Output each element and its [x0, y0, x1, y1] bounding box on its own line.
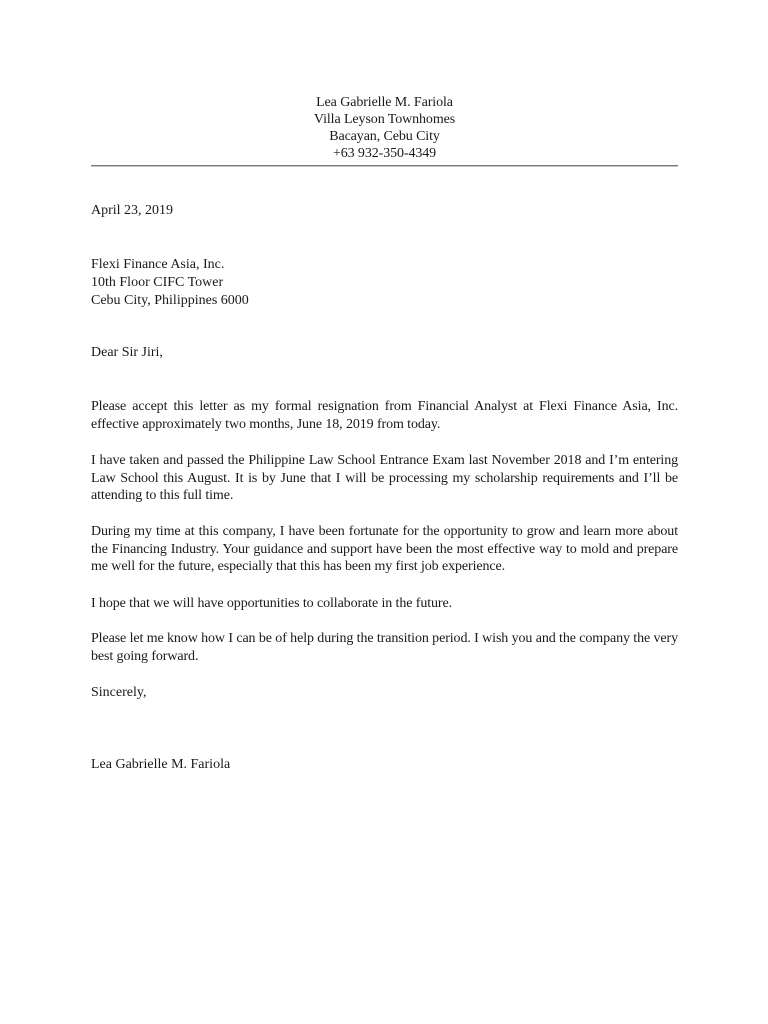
sender-phone: +63 932-350-4349	[332, 146, 437, 161]
recipient-address-line2: Cebu City, Philippines 6000	[91, 293, 249, 308]
body-paragraph-1: Please accept this letter as my formal resignation from Financial Analyst at Flexi Finance Asia, Inc. effective approximately two months, June 18, 2019 from today.	[91, 399, 678, 432]
date-text: April 23, 2019	[91, 203, 174, 218]
salutation-text: Dear Sir Jiri,	[91, 345, 163, 360]
recipient-company: Flexi Finance Asia, Inc.	[91, 257, 225, 272]
body-paragraph-3: During my time at this company, I have been fortunate for the opportunity to grow and learn more about the Financing Industry. Your guidance and support have been the most effective way to mold and prepare me well for the future, especially that this has been my first job experience.	[91, 524, 678, 574]
closing-text: Sincerely,	[91, 685, 147, 700]
sender-address-line1: Villa Leyson Townhomes	[313, 112, 456, 127]
sender-letterhead	[91, 94, 678, 162]
signature-name: Lea Gabrielle M. Fariola	[91, 757, 231, 772]
sender-name: Lea Gabrielle M. Fariola	[316, 95, 453, 110]
body-paragraph-4: I hope that we will have opportunities to collaborate in the future.	[91, 596, 452, 611]
closing	[91, 684, 678, 702]
recipient-address-line1: 10th Floor CIFC Tower	[91, 275, 224, 290]
recipient-address	[91, 256, 678, 310]
salutation	[91, 344, 678, 362]
sender-address-line2: Bacayan, Cebu City	[329, 129, 440, 144]
signature-block	[91, 756, 678, 774]
body-paragraph-2: I have taken and passed the Philippine Law School Entrance Exam last November 2018 and I’m entering Law School this August. It is by June that I will be processing my scholarship requirements and I’ll be attending to this full time.	[91, 453, 678, 503]
body-paragraph-5: Please let me know how I can be of help during the transition period. I wish you and the company the very best going forward.	[91, 631, 678, 664]
letter-date	[91, 202, 678, 220]
letterhead-divider	[91, 165, 678, 167]
